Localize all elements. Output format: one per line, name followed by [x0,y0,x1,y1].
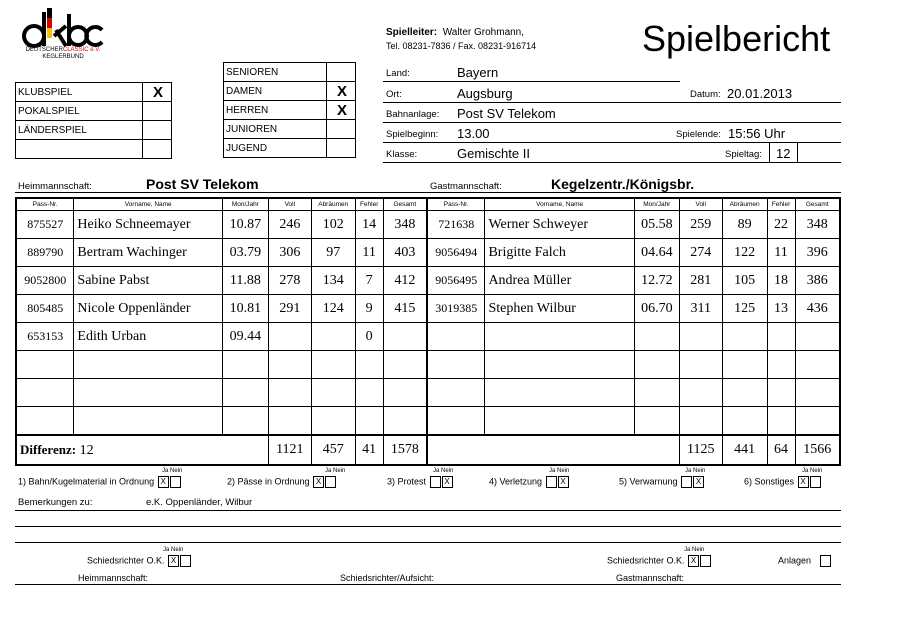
ja-nein-caption: Ja Nein [685,468,706,474]
game-type-row [16,121,172,140]
logo [18,6,108,64]
home-cell-ges: 412 [383,267,427,295]
check-item [489,476,569,488]
check-ja-checkbox[interactable] [681,476,692,488]
guest-cell-ges [795,379,840,407]
category-row [224,82,356,101]
guest-cell-fehler [767,379,795,407]
home-cell-voll [268,407,311,436]
col-header: Fehler [355,198,383,211]
check-ja-checkbox[interactable]: X [158,476,169,488]
signature-home-label: Heimmannschaft: [78,573,149,583]
home-cell-pass: 889790 [16,239,74,267]
ja-nein-caption: Ja Nein [163,547,184,553]
col-header: Mon/Jahr [222,198,268,211]
guest-cell-fehler [767,323,795,351]
guest-cell-name: Andrea Müller [485,267,634,295]
game-type-table [15,82,172,159]
home-total-abr: 457 [311,435,355,465]
differenz-label: Differenz: [20,441,77,457]
guest-cell-voll [679,407,722,436]
guest-cell-mj: 05.58 [634,211,679,239]
guest-total-voll: 1125 [679,435,722,465]
guest-cell-voll: 311 [679,295,722,323]
home-cell-ges [383,407,427,436]
home-cell-ges [383,351,427,379]
home-cell-pass: 805485 [16,295,74,323]
home-cell-voll [268,351,311,379]
table-row [16,267,840,295]
table-row [16,351,840,379]
guest-cell-name [485,323,634,351]
category-label: DAMEN [224,82,327,101]
home-cell-name: Nicole Oppenländer [74,295,223,323]
game-type-label: KLUBSPIEL [16,83,143,102]
game-type-mark [143,102,172,121]
game-type-row [16,83,172,102]
beginn-label: Spielbeginn: [386,129,439,140]
home-total-fehler: 41 [355,435,383,465]
referee-home-nein-checkbox[interactable] [180,555,191,567]
home-cell-ges: 403 [383,239,427,267]
category-mark: X [327,101,356,120]
differenz-value: 12 [79,442,94,458]
home-total-voll: 1121 [268,435,311,465]
guest-cell-name: Stephen Wilbur [485,295,634,323]
signature-guest-label: Gastmannschaft: [616,573,685,583]
guest-cell-voll [679,379,722,407]
guest-cell-mj [634,379,679,407]
home-cell-voll: 246 [268,211,311,239]
guest-cell-pass [427,351,485,379]
category-row [224,120,356,139]
guest-cell-ges: 348 [795,211,840,239]
category-label: JUGEND [224,139,327,158]
guest-cell-pass: 9056494 [427,239,485,267]
category-table [223,62,356,158]
category-mark [327,139,356,158]
table-row [16,239,840,267]
guest-cell-fehler [767,407,795,436]
check-nein-checkbox[interactable] [810,476,821,488]
anlagen-label: Anlagen [778,555,812,566]
check-ja-checkbox[interactable]: X [798,476,809,488]
home-cell-fehler: 9 [355,295,383,323]
check-items [18,468,844,494]
home-cell-fehler: 14 [355,211,383,239]
col-header: Vorname, Name [74,198,223,211]
home-total-ges: 1578 [383,435,427,465]
guest-cell-abr: 89 [722,211,767,239]
home-cell-mj [222,379,268,407]
home-cell-name [74,407,223,436]
ja-nein-caption: Ja Nein [162,468,183,474]
remarks-text: e.K. Oppenländer, Wilbur [146,497,253,508]
referee-home [87,555,191,567]
spieltag-value: 12 [776,146,791,161]
guest-cell-ges [795,407,840,436]
category-mark [327,120,356,139]
players-table [15,197,841,466]
check-nein-checkbox[interactable]: X [442,476,453,488]
home-cell-abr [311,323,355,351]
guest-total-abr: 441 [722,435,767,465]
home-cell-abr [311,351,355,379]
referee-guest [607,555,711,567]
home-team-name: Post SV Telekom [146,176,259,192]
klasse-value: Gemischte II [457,146,530,161]
check-item-label: 4) Verletzung [489,476,543,487]
guest-cell-pass [427,407,485,436]
check-item [18,476,181,488]
home-cell-pass: 653153 [16,323,74,351]
guest-cell-ges: 436 [795,295,840,323]
dkbc-logo-mark [18,6,108,48]
col-header: Voll [268,198,311,211]
guest-total-fehler: 64 [767,435,795,465]
klasse-label: Klasse: [386,149,418,160]
guest-cell-voll: 281 [679,267,722,295]
check-nein-checkbox[interactable] [325,476,336,488]
home-cell-voll: 291 [268,295,311,323]
home-cell-mj [222,407,268,436]
guest-cell-fehler [767,351,795,379]
guest-cell-mj: 12.72 [634,267,679,295]
logo-line2: CLASSIC e.V. [62,47,101,53]
guest-cell-pass [427,323,485,351]
bahn-label: Bahnanlage: [386,109,440,120]
land-value: Bayern [457,65,499,80]
check-ja-checkbox[interactable] [546,476,557,488]
ende-label: Spielende: [676,129,721,140]
table-row [16,295,840,323]
home-cell-name: Edith Urban [74,323,223,351]
guest-cell-pass [427,379,485,407]
home-cell-pass [16,351,74,379]
home-cell-fehler [355,379,383,407]
guest-cell-abr: 122 [722,239,767,267]
guest-cell-name: Brigitte Falch [485,239,634,267]
guest-cell-abr [722,351,767,379]
col-header: Gesamt [383,198,427,211]
referee-guest-label: Schiedsrichter O.K. [607,555,685,566]
category-row [224,139,356,158]
home-cell-name: Heiko Schneemayer [74,211,223,239]
guest-cell-ges [795,323,840,351]
home-cell-mj: 10.87 [222,211,268,239]
col-header: Abräumen [311,198,355,211]
referee-guest-nein-checkbox[interactable] [700,555,711,567]
anlagen-checkbox[interactable] [820,555,831,567]
home-cell-mj: 03.79 [222,239,268,267]
ja-nein-caption: Ja Nein [549,468,570,474]
col-header: Pass-Nr. [427,198,485,211]
guest-total-ges: 1566 [795,435,840,465]
col-header: Abräumen [722,198,767,211]
col-header: Fehler [767,198,795,211]
home-cell-ges: 415 [383,295,427,323]
category-mark [327,63,356,82]
leader-contact: Tel. 08231-7836 / Fax. 08231-916714 [386,41,537,51]
guest-team-name: Kegelzentr./Königsbr. [551,176,695,192]
ort-label: Ort: [386,89,402,100]
guest-cell-fehler: 22 [767,211,795,239]
game-type-row [16,102,172,121]
guest-cell-voll [679,351,722,379]
signature-referee-label: Schiedsrichter/Aufsicht: [340,573,435,583]
home-cell-pass [16,407,74,436]
guest-cell-voll [679,323,722,351]
remarks-label: Bemerkungen zu: [18,497,93,508]
home-cell-ges: 348 [383,211,427,239]
home-cell-name: Bertram Wachinger [74,239,223,267]
game-type-mark [143,140,172,159]
beginn-value: 13.00 [457,126,490,141]
home-team-label: Heimmannschaft: [18,181,92,192]
check-item [619,476,704,488]
guest-cell-abr [722,407,767,436]
guest-team-label: Gastmannschaft: [430,181,502,192]
check-nein-checkbox[interactable]: X [558,476,569,488]
guest-cell-ges: 396 [795,239,840,267]
home-cell-abr [311,379,355,407]
game-type-label: POKALSPIEL [16,102,143,121]
table-row [16,323,840,351]
leader-label: Spielleiter: [386,27,438,38]
check-item-label: 3) Protest [387,476,427,487]
differenz-cell [16,435,268,465]
guest-cell-abr: 105 [722,267,767,295]
home-cell-mj: 09.44 [222,323,268,351]
home-cell-voll: 306 [268,239,311,267]
home-cell-pass: 9052800 [16,267,74,295]
datum-value: 20.01.2013 [727,86,793,101]
home-cell-ges [383,379,427,407]
check-ja-checkbox[interactable]: X [313,476,324,488]
home-cell-pass: 875527 [16,211,74,239]
check-item-label: 5) Verwarnung [619,476,678,487]
logo-line3: KEGLERBUND [42,54,84,60]
logo-line1: DEUTSCHER [25,47,63,53]
check-item [744,476,821,488]
ende-value: 15:56 Uhr [728,126,786,141]
check-item-label: 1) Bahn/Kugelmaterial in Ordnung [18,476,155,487]
referee-guest-ja-checkbox[interactable]: X [688,555,699,567]
home-cell-voll: 278 [268,267,311,295]
home-cell-mj: 11.88 [222,267,268,295]
game-type-label: LÄNDERSPIEL [16,121,143,140]
bahn-value: Post SV Telekom [457,106,556,121]
ja-nein-caption: Ja Nein [684,547,705,553]
guest-cell-abr: 125 [722,295,767,323]
home-cell-name: Sabine Pabst [74,267,223,295]
home-cell-fehler [355,407,383,436]
guest-cell-mj [634,407,679,436]
guest-cell-fehler: 11 [767,239,795,267]
league-leader [386,27,524,38]
ort-value: Augsburg [457,86,513,101]
guest-cell-mj: 06.70 [634,295,679,323]
game-type-mark: X [143,83,172,102]
guest-cell-pass: 721638 [427,211,485,239]
page-title: Spielbericht [642,18,831,59]
game-type-row [16,140,172,159]
ja-nein-caption: Ja Nein [325,468,346,474]
guest-cell-abr [722,323,767,351]
check-ja-checkbox[interactable] [430,476,441,488]
category-label: JUNIOREN [224,120,327,139]
check-nein-checkbox[interactable] [170,476,181,488]
home-cell-abr: 102 [311,211,355,239]
guest-cell-mj [634,323,679,351]
home-cell-abr [311,407,355,436]
ja-nein-caption: Ja Nein [433,468,454,474]
home-cell-fehler [355,351,383,379]
datum-label: Datum: [690,89,721,100]
guest-cell-voll: 259 [679,211,722,239]
referee-home-ja-checkbox[interactable]: X [168,555,179,567]
leader-name: Walter Grohmann, [442,27,525,38]
check-item [387,476,453,488]
check-item [227,476,336,488]
game-type-mark [143,121,172,140]
category-label: SENIOREN [224,63,327,82]
spieltag-label: Spieltag: [725,149,762,160]
home-cell-pass [16,379,74,407]
anlagen [778,555,831,567]
home-cell-name [74,379,223,407]
guest-cell-name [485,351,634,379]
category-label: HERREN [224,101,327,120]
guest-cell-fehler: 13 [767,295,795,323]
check-nein-checkbox[interactable]: X [693,476,704,488]
home-cell-mj [222,351,268,379]
guest-cell-pass: 9056495 [427,267,485,295]
referee-home-label: Schiedsrichter O.K. [87,555,165,566]
table-row [16,379,840,407]
guest-cell-name: Werner Schweyer [485,211,634,239]
guest-cell-ges: 386 [795,267,840,295]
col-header: Mon/Jahr [634,198,679,211]
guest-cell-pass: 3019385 [427,295,485,323]
totals-row [16,435,840,465]
home-cell-abr: 97 [311,239,355,267]
home-cell-fehler: 11 [355,239,383,267]
category-row [224,63,356,82]
table-row [16,407,840,436]
home-cell-ges [383,323,427,351]
home-cell-voll [268,379,311,407]
guest-cell-mj: 04.64 [634,239,679,267]
col-header: Pass-Nr. [16,198,74,211]
guest-cell-ges [795,351,840,379]
col-header: Voll [679,198,722,211]
home-cell-name [74,351,223,379]
col-header: Vorname, Name [485,198,634,211]
guest-cell-abr [722,379,767,407]
category-row [224,101,356,120]
guest-cell-voll: 274 [679,239,722,267]
game-type-label [16,140,143,159]
table-row [16,211,840,239]
guest-cell-mj [634,351,679,379]
home-cell-mj: 10.81 [222,295,268,323]
check-item-label: 2) Pässe in Ordnung [227,476,310,487]
guest-total-blank [427,435,679,465]
check-item-label: 6) Sonstiges [744,476,795,487]
home-cell-fehler: 7 [355,267,383,295]
land-label: Land: [386,68,410,79]
table-header-row [16,198,840,211]
home-cell-abr: 124 [311,295,355,323]
category-mark: X [327,82,356,101]
home-cell-voll [268,323,311,351]
guest-cell-fehler: 18 [767,267,795,295]
home-cell-abr: 134 [311,267,355,295]
home-cell-fehler: 0 [355,323,383,351]
guest-cell-name [485,407,634,436]
col-header: Gesamt [795,198,840,211]
guest-cell-name [485,379,634,407]
ja-nein-caption: Ja Nein [802,468,823,474]
